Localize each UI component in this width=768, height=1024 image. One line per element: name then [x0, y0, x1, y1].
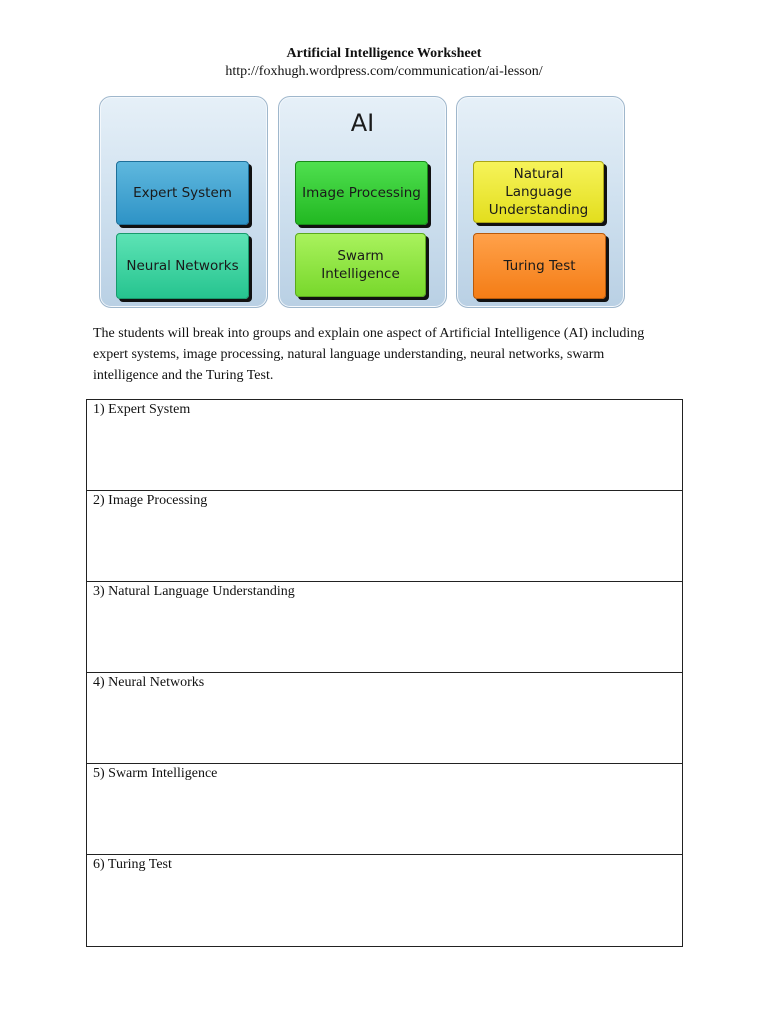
diagram-heading: AI — [350, 109, 375, 137]
answer-table — [86, 399, 683, 947]
answer-box-neural-networks[interactable]: 4) Neural Networks — [87, 673, 682, 764]
answer-box-turing-test[interactable]: 6) Turing Test — [93, 857, 172, 872]
neural-networks-box: Neural Networks — [116, 233, 249, 299]
diagram-panel-right — [456, 96, 625, 308]
diagram-panel-center — [278, 96, 447, 308]
turing-test-box: Turing Test — [473, 233, 606, 299]
image-processing-box: Image Processing — [295, 161, 428, 225]
source-url[interactable]: http://foxhugh.wordpress.com/communication/ai-lesson/ — [225, 64, 543, 79]
ai-diagram — [99, 96, 625, 308]
intro-paragraph: The students will break into groups and explain one aspect of Artificial Intelligence (AI) including expert systems, image processing, natural language understanding, neural networks, swarm intelligence and the Turing Test. — [93, 326, 645, 383]
answer-box-natural-language[interactable]: 3) Natural Language Understanding — [87, 582, 682, 673]
answer-box-image-processing[interactable]: 2) Image Processing — [87, 491, 682, 582]
swarm-intelligence-box: Swarm Intelligence — [295, 233, 426, 297]
natural-language-box: Natural Language Understanding — [473, 161, 604, 223]
diagram-panel-left — [99, 96, 268, 308]
answer-box-expert-system[interactable]: 1) Expert System — [87, 400, 682, 491]
worksheet-title: Artificial Intelligence Worksheet — [286, 46, 482, 61]
answer-box-swarm-intelligence[interactable]: 5) Swarm Intelligence — [87, 764, 682, 855]
expert-system-box: Expert System — [116, 161, 249, 225]
